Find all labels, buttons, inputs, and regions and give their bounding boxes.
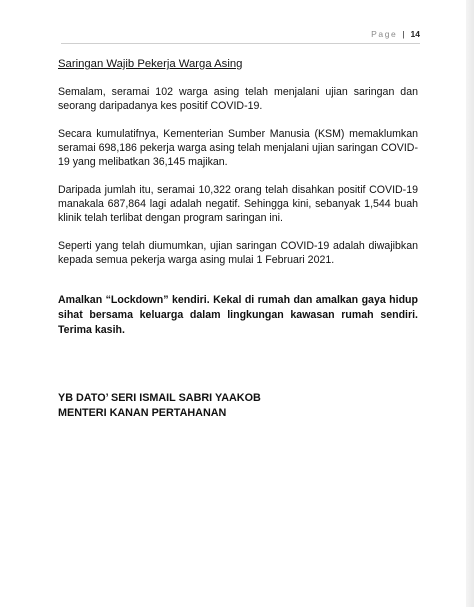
page-number: 14	[410, 29, 420, 39]
page-header	[371, 29, 420, 39]
page-separator: |	[402, 29, 405, 39]
page-label: Page	[371, 29, 398, 39]
paragraph-4: Seperti yang telah diumumkan, ujian saringan COVID-19 adalah diwajibkan kepada semua pekerja warga asing mulai 1 Februari 2021.	[58, 240, 418, 266]
signatory-position: MENTERI KANAN PERTAHANAN	[58, 407, 227, 419]
header-rule	[61, 43, 420, 44]
signature-block	[58, 391, 261, 421]
closing-statement: Amalkan “Lockdown” kendiri. Kekal di rumah dan amalkan gaya hidup sihat bersama keluarga dalam lingkungan kawasan rumah sendiri. Terima kasih.	[58, 294, 418, 336]
document-body	[58, 58, 418, 338]
section-title: Saringan Wajib Pekerja Warga Asing	[58, 58, 243, 70]
page-edge-shadow	[466, 0, 474, 607]
paragraph-1: Semalam, seramai 102 warga asing telah menjalani ujian saringan dan seorang daripadanya kes positif COVID-19.	[58, 86, 418, 112]
paragraph-2: Secara kumulatifnya, Kementerian Sumber Manusia (KSM) memaklumkan seramai 698,186 pekerja warga asing telah menjalani ujian saringan COVID-19 yang melibatkan 36,145 majikan.	[58, 128, 418, 168]
signatory-name: YB DATO’ SERI ISMAIL SABRI YAAKOB	[58, 392, 261, 404]
paragraph-3: Daripada jumlah itu, seramai 10,322 orang telah disahkan positif COVID-19 manakala 687,864 lagi adalah negatif. Sehingga kini, sebanyak 1,544 buah klinik telah terlibat dengan program saringan ini.	[58, 184, 418, 224]
